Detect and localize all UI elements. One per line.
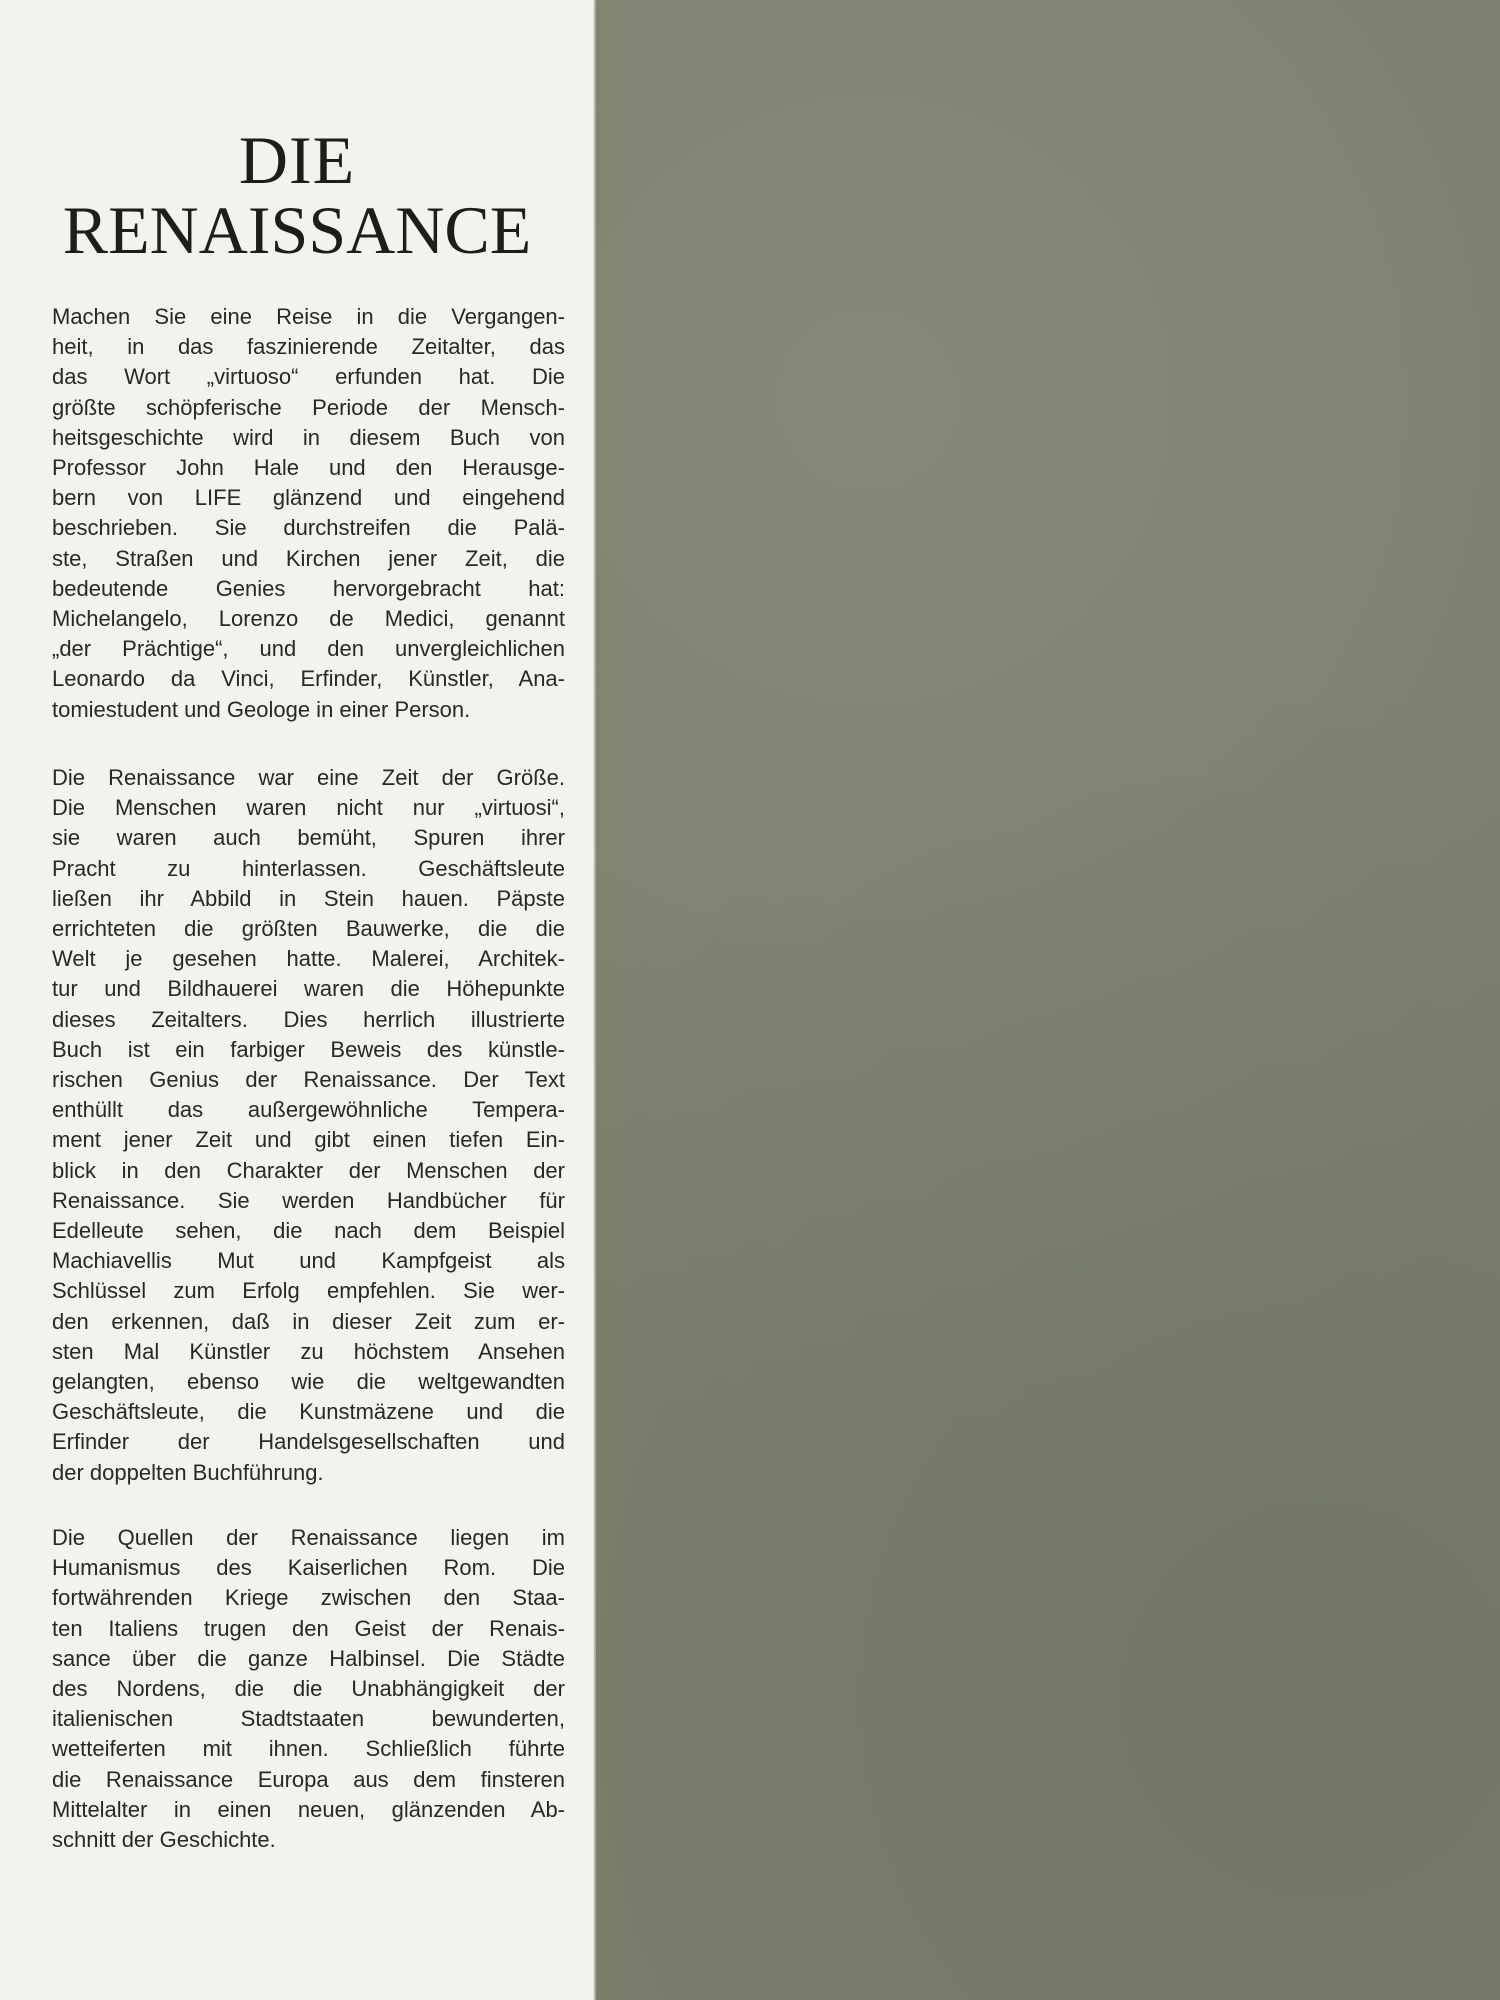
text-line: die Renaissance Europa aus dem finsteren [52,1766,565,1792]
text-line: Die Menschen waren nicht nur „virtuosi“, [52,795,565,821]
text-line: das Wort „virtuoso“ erfunden hat. Die [52,364,565,390]
title-line-1: DIE [238,122,356,198]
paragraph-2 [52,763,565,1488]
text-line: „der Prächtige“, und den unvergleichlichen [52,636,565,662]
text-line: italienischen Stadtstaaten bewunderten, [52,1706,565,1732]
text-line: Humanismus des Kaiserlichen Rom. Die [52,1555,565,1581]
book-jacket-flap [0,0,594,2000]
text-line: der doppelten Buchführung. [52,1459,324,1485]
text-line: sten Mal Künstler zu höchstem Ansehen [52,1338,565,1364]
text-line: dieses Zeitalters. Dies herrlich illustrierte [52,1006,565,1032]
text-line: ten Italiens trugen den Geist der Renais- [52,1615,565,1641]
text-line: sie waren auch bemüht, Spuren ihrer [52,825,565,851]
text-line: Edelleute sehen, die nach dem Beispiel [52,1218,565,1244]
text-line: rischen Genius der Renaissance. Der Text [52,1067,565,1093]
text-line: tomiestudent und Geologe in einer Person. [52,696,471,722]
text-line: Die Quellen der Renaissance liegen im [52,1525,565,1550]
text-line: Pracht zu hinterlassen. Geschäftsleute [52,855,565,881]
text-line: den erkennen, daß in dieser Zeit zum er- [52,1308,565,1334]
text-line: bedeutende Genies hervorgebracht hat: [52,575,565,601]
text-line: sance über die ganze Halbinsel. Die Städte [52,1645,565,1671]
text-line: Welt je gesehen hatte. Malerei, Architek- [52,946,565,972]
paragraph-3 [52,1523,565,1855]
text-line: Leonardo da Vinci, Erfinder, Künstler, Ana- [52,666,565,692]
text-line: größte schöpferische Periode der Mensch- [52,394,565,420]
text-line: ste, Straßen und Kirchen jener Zeit, die [52,545,565,571]
text-line: beschrieben. Sie durchstreifen die Palä- [52,515,565,541]
text-line: bern von LIFE glänzend und eingehend [52,485,565,511]
text-line: fortwährenden Kriege zwischen den Staa- [52,1585,565,1611]
text-line: schnitt der Geschichte. [52,1827,276,1853]
text-line: Die Renaissance war eine Zeit der Größe. [52,765,565,790]
title-line-2: RENAISSANCE [62,192,532,268]
text-line: des Nordens, die die Unabhängigkeit der [52,1676,565,1702]
text-line: Erfinder der Handelsgesellschaften und [52,1429,565,1455]
text-line: Michelangelo, Lorenzo de Medici, genannt [52,606,565,632]
text-line: Professor John Hale und den Herausge- [52,455,565,481]
text-line: Machiavellis Mut und Kampfgeist als [52,1248,565,1274]
text-line: ment jener Zeit und gibt einen tiefen Ein- [52,1127,565,1153]
text-line: blick in den Charakter der Menschen der [52,1157,565,1183]
cover-board [596,0,1500,2000]
text-line: Schlüssel zum Erfolg empfehlen. Sie wer- [52,1278,565,1304]
text-line: wetteiferten mit ihnen. Schließlich führte [52,1736,565,1762]
text-line: Renaissance. Sie werden Handbücher für [52,1187,565,1213]
text-line: heit, in das faszinierende Zeitalter, das [52,334,565,360]
text-line: tur und Bildhauerei waren die Höhepunkte [52,976,565,1002]
paragraph-1 [52,302,565,725]
text-line: heitsgeschichte wird in diesem Buch von [52,424,565,450]
text-line: Machen Sie eine Reise in die Vergangen- [52,304,565,329]
text-line: gelangten, ebenso wie die weltgewandten [52,1369,565,1395]
text-line: errichteten die größten Bauwerke, die die [52,916,565,942]
text-line: ließen ihr Abbild in Stein hauen. Päpste [52,885,565,911]
text-line: enthüllt das außergewöhnliche Tempera- [52,1097,565,1123]
text-line: Buch ist ein farbiger Beweis des künstle- [52,1036,565,1062]
text-line: Geschäftsleute, die Kunstmäzene und die [52,1399,565,1425]
text-line: Mittelalter in einen neuen, glänzenden Ab- [52,1796,565,1822]
